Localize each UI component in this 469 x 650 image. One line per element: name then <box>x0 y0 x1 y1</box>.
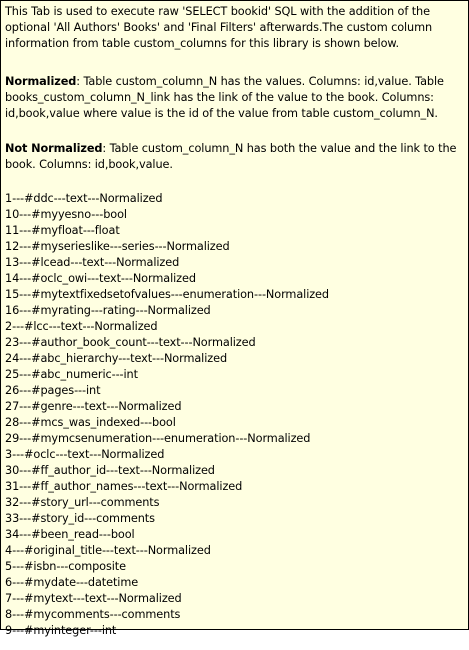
custom-column-item: 10---#myyesno---bool <box>5 208 127 221</box>
custom-column-item: 9---#myinteger---int <box>5 624 117 637</box>
not-normalized-label: Not Normalized <box>5 142 103 155</box>
custom-column-item: 29---#mymcsenumeration---enumeration---Normalized <box>5 432 311 445</box>
custom-column-item: 16---#myrating---rating---Normalized <box>5 304 211 317</box>
custom-column-item: 26---#pages---int <box>5 384 101 397</box>
normalized-label: Normalized <box>5 75 77 88</box>
custom-column-item: 24---#abc_hierarchy---text---Normalized <box>5 352 228 365</box>
tooltip-content <box>5 4 465 650</box>
normalized-description <box>5 74 465 122</box>
custom-column-item: 11---#myfloat---float <box>5 224 120 237</box>
custom-column-item: 31---#ff_author_names---text---Normalized <box>5 480 243 493</box>
custom-column-item: 27---#genre---text---Normalized <box>5 400 182 413</box>
not-normalized-description <box>5 141 465 173</box>
custom-column-item: 2---#lcc---text---Normalized <box>5 320 158 333</box>
intro-text: This Tab is used to execute raw 'SELECT bookid' SQL with the addition of the optional 'All Authors' Books' and 'Final Filters' afterwards.The custom column information from table custom_columns for this library is shown below. <box>5 5 433 50</box>
custom-column-item: 3---#oclc---text---Normalized <box>5 448 165 461</box>
custom-column-item: 14---#oclc_owi---text---Normalized <box>5 272 196 285</box>
normalized-text: : Table custom_column_N has the values. Columns: id,value. Table books_custom_column_N_link has the link of the value to the book. Columns: id,book,value where value is the id of the value from table custom_column_N. <box>5 75 444 120</box>
custom-column-item: 1---#ddc---text---Normalized <box>5 192 163 205</box>
custom-column-item: 32---#story_url---comments <box>5 496 160 509</box>
custom-column-item: 30---#ff_author_id---text---Normalized <box>5 464 215 477</box>
custom-column-item: 34---#been_read---bool <box>5 528 135 541</box>
custom-column-item: 25---#abc_numeric---int <box>5 368 138 381</box>
custom-column-list <box>5 191 465 639</box>
custom-column-item: 7---#mytext---text---Normalized <box>5 592 182 605</box>
custom-column-item: 8---#mycomments---comments <box>5 608 181 621</box>
custom-column-item: 12---#myserieslike---series---Normalized <box>5 240 230 253</box>
custom-column-item: 6---#mydate---datetime <box>5 576 139 589</box>
custom-column-item: 13---#lcead---text---Normalized <box>5 256 180 269</box>
custom-column-item: 5---#isbn---composite <box>5 560 126 573</box>
custom-column-item: 33---#story_id---comments <box>5 512 155 525</box>
custom-column-item: 28---#mcs_was_indexed---bool <box>5 416 176 429</box>
custom-column-item: 15---#mytextfixedsetofvalues---enumeration---Normalized <box>5 288 329 301</box>
not-normalized-text: : Table custom_column_N has both the value and the link to the book. Columns: id,book,value. <box>5 142 457 171</box>
custom-column-item: 4---#original_title---text---Normalized <box>5 544 211 557</box>
custom-column-item: 23---#author_book_count---text---Normalized <box>5 336 256 349</box>
